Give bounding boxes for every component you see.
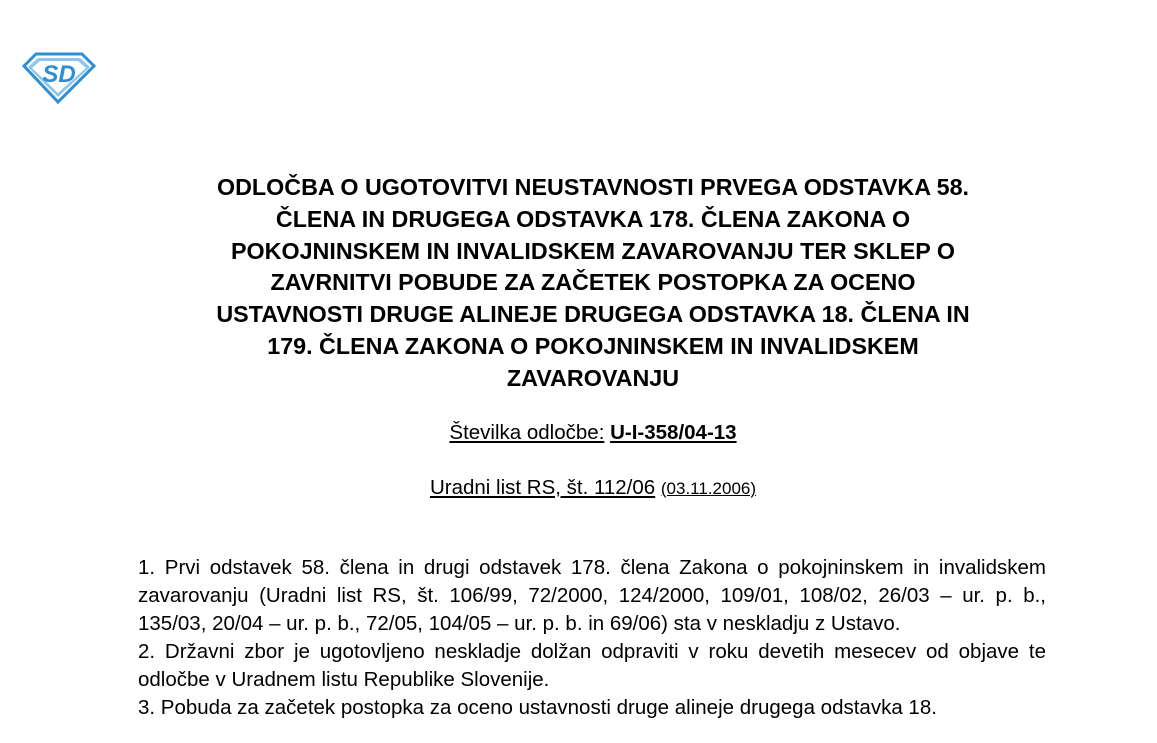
official-gazette-reference (0, 475, 1157, 502)
title-line: ODLOČBA O UGOTOVITVI NEUSTAVNOSTI PRVEGA ODSTAVKA 58. (216, 174, 970, 200)
title-line: USTAVNOSTI DRUGE ALINEJE DRUGEGA ODSTAVKA 18. ČLENA IN (216, 301, 970, 328)
logo-text: SD (42, 61, 76, 88)
sd-shield-logo-icon (22, 50, 96, 104)
decision-paragraph: 2. Državni zbor je ugotovljeno neskladje dolžan odpraviti v roku devetih mesecev od objave te odločbe v Uradnem listu Republike Slovenije. (138, 640, 1046, 691)
title-line: ZAVRNITVI POBUDE ZA ZAČETEK POSTOPKA ZA OCENO (270, 269, 916, 296)
decision-body (138, 554, 1046, 722)
decision-paragraph: 3. Pobuda za začetek postopka za oceno ustavnosti druge alineje drugega odstavka 18. (138, 696, 937, 719)
gazette-label: Uradni list RS, št. 112/06 (429, 476, 656, 499)
decision-paragraph: 1. Prvi odstavek 58. člena in drugi odstavek 178. člena Zakona o pokojninskem in invalidskem zavarovanju (Uradni list RS, št. 106/99, 72/2000, 124/2000, 109/01, 108/02, 26/03 – ur. p. b., 135/03, 20/04 – ur. p. b., 72/05, 104/05 – ur. p. b. in 69/06) sta v neskladju z Ustavo. (138, 556, 1046, 635)
title-line: 179. ČLENA ZAKONA O POKOJNINSKEM IN INVALIDSKEM (267, 332, 919, 359)
document-title (118, 172, 1068, 395)
decision-number-value: U-I-358/04-13 (610, 421, 737, 444)
decision-number (0, 420, 1157, 446)
title-line: ZAVAROVANJU (506, 364, 680, 391)
decision-number-label: Številka odločbe: (449, 421, 605, 444)
gazette-date: (03.11.2006) (660, 479, 757, 498)
title-line: POKOJNINSKEM IN INVALIDSKEM ZAVAROVANJU TER SKLEP O (231, 237, 955, 264)
title-line: ČLENA IN DRUGEGA ODSTAVKA 178. ČLENA ZAKONA O (275, 205, 911, 232)
